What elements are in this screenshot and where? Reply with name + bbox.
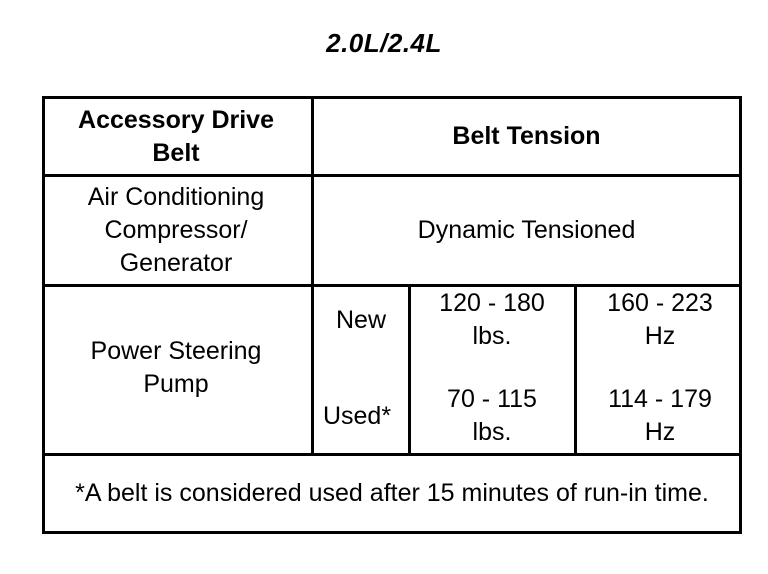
column-divider	[574, 284, 577, 455]
used-label: Used*	[322, 401, 392, 430]
ac-compressor-generator-label: Air Conditioning Compressor/ Generator	[87, 183, 265, 277]
new-tension-hz: 160 - 223 Hz	[607, 289, 713, 350]
header-accessory-drive-belt: Accessory Drive Belt	[78, 105, 274, 167]
new-tension-lbs: 120 - 180 lbs.	[439, 289, 545, 350]
page-title: 2.0L/2.4L	[326, 28, 442, 58]
new-label: New	[335, 305, 386, 334]
footnote: *A belt is considered used after 15 minutes of run-in time.	[75, 479, 709, 507]
used-tension-hz: 114 - 179 Hz	[608, 385, 712, 446]
ac-tension-value: Dynamic Tensioned	[417, 216, 636, 244]
column-divider	[408, 284, 411, 455]
power-steering-pump-label: Power Steering Pump	[90, 337, 262, 398]
used-tension-lbs: 70 - 115 lbs.	[447, 385, 537, 446]
header-belt-tension: Belt Tension	[452, 122, 601, 150]
